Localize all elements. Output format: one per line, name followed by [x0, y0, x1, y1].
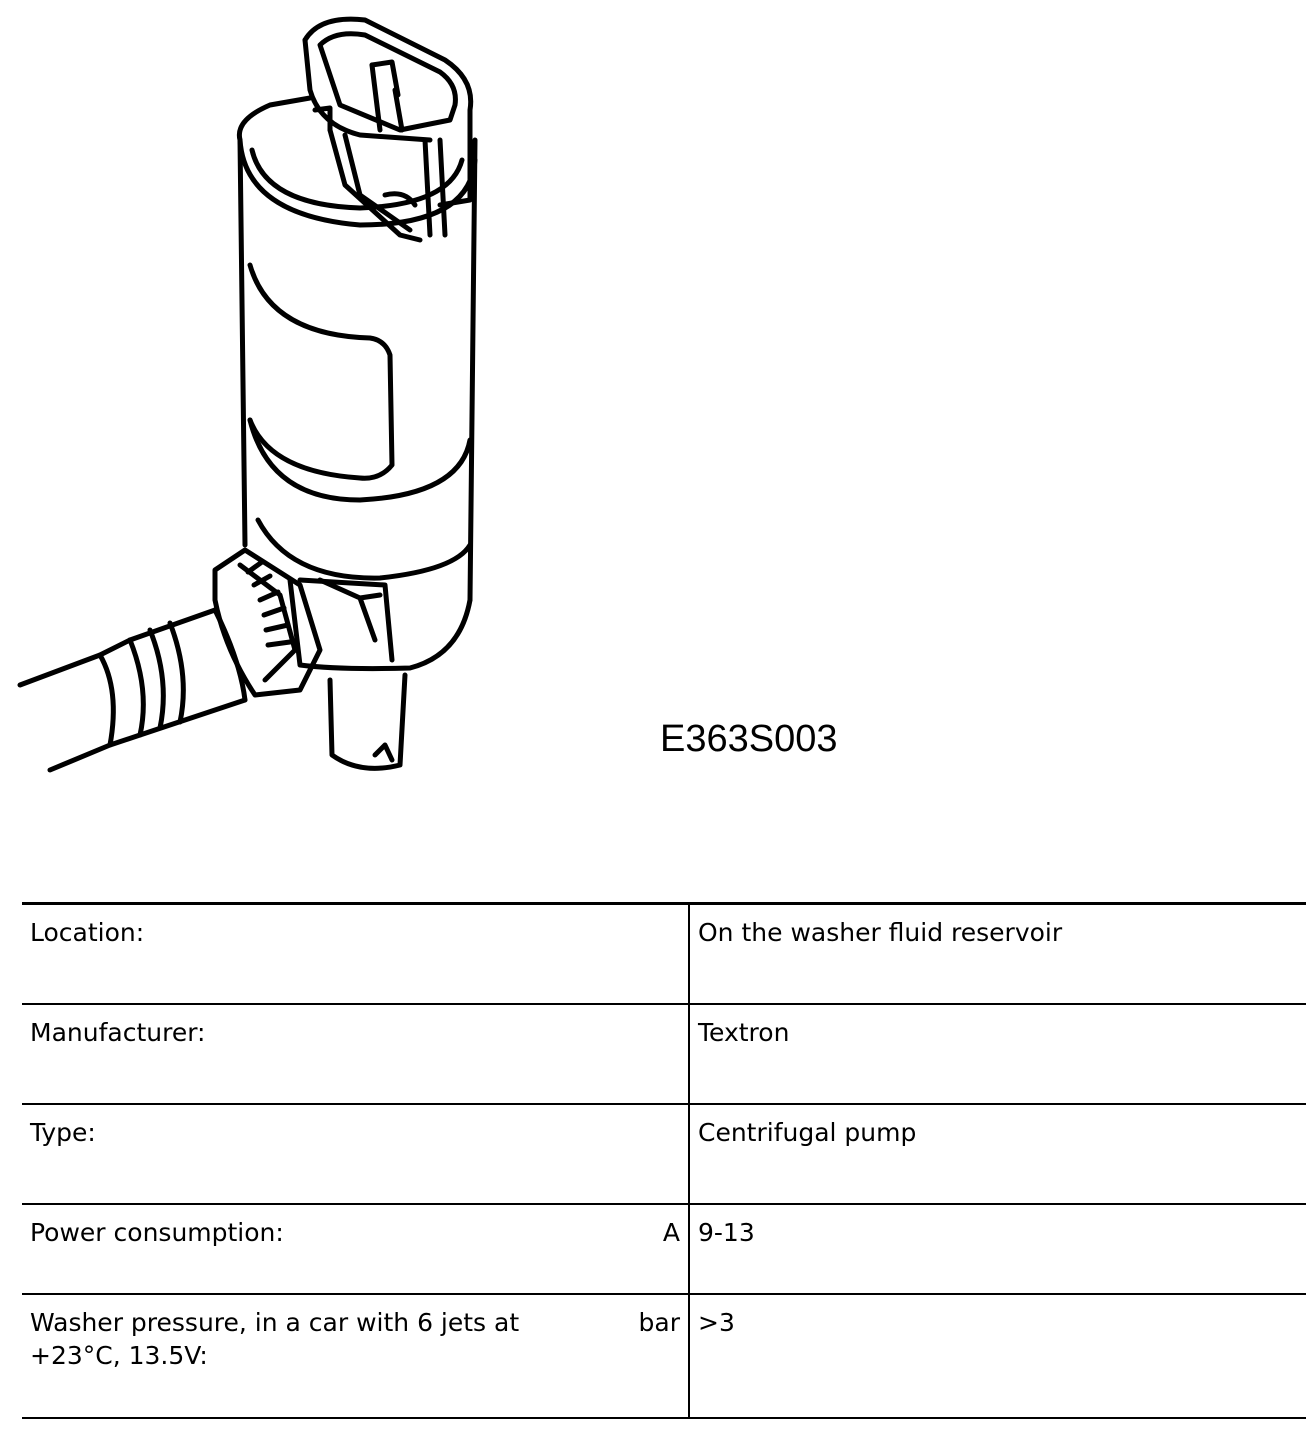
spec-table	[22, 902, 1306, 1419]
spec-row-manufacturer	[22, 1004, 1306, 1104]
spec-value: Textron	[689, 1004, 1306, 1104]
figure-code: E363S003	[660, 718, 838, 760]
spec-label-cell	[22, 1104, 689, 1204]
spec-row-power-consumption	[22, 1204, 1306, 1294]
spec-label: Location:	[30, 918, 145, 947]
spec-label: Power consumption:	[30, 1218, 284, 1247]
spec-label-cell	[22, 904, 689, 1005]
spec-row-washer-pressure	[22, 1294, 1306, 1418]
spec-unit: bar	[638, 1308, 680, 1337]
spec-label: Manufacturer:	[30, 1018, 206, 1047]
spec-label-cell	[22, 1294, 689, 1418]
spec-value: >3	[689, 1294, 1306, 1418]
spec-row-location	[22, 904, 1306, 1005]
spec-row-type	[22, 1104, 1306, 1204]
spec-value: 9-13	[689, 1204, 1306, 1294]
spec-value: Centrifugal pump	[689, 1104, 1306, 1204]
washer-pump-illustration	[0, 0, 660, 800]
spec-label: Type:	[30, 1118, 96, 1147]
spec-label: Washer pressure, in a car with 6 jets at +23°C, 13.5V:	[30, 1308, 520, 1370]
spec-label-cell	[22, 1204, 689, 1294]
spec-unit: A	[662, 1218, 680, 1247]
spec-value: On the washer fluid reservoir	[689, 904, 1306, 1005]
spec-label-cell	[22, 1004, 689, 1104]
